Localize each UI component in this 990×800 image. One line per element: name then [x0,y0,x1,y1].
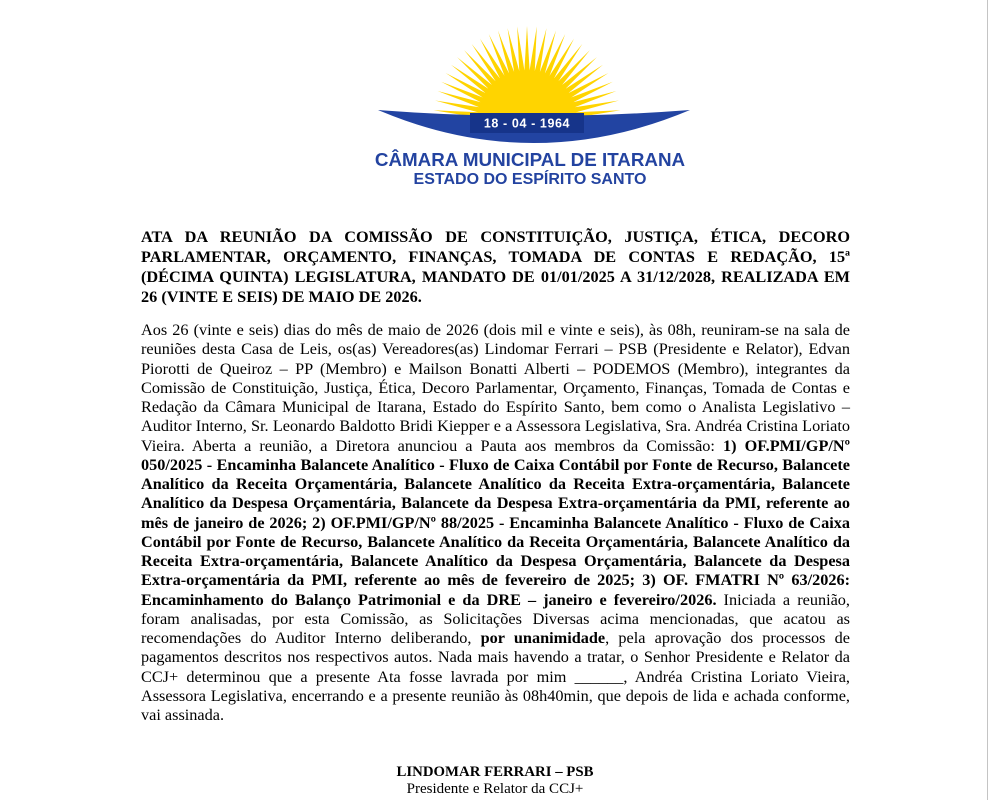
sun-ray [524,26,530,74]
signature-name: LINDOMAR FERRARI – PSB [396,764,594,780]
founding-date: 18 - 04 - 1964 [483,116,571,131]
body-deliberation: Iniciada a reunião, foram analisadas, por esta Comissão, as Solicitações Diversas acima mencionadas, que acatou as recomendações do Auditor Interno deliberando, [141,590,850,647]
body-unanimity: por unanimidade [480,629,606,647]
page-right-edge [987,0,988,800]
minutes-body [141,321,850,725]
sun-disc [477,70,577,120]
body-closing: , pela aprovação dos processos de pagamentos descritos nos respectivos autos. Nada mais havendo a tratar, o Senhor Presidente e Relator da CCJ+ determinou que a presente Ata fosse lavrada por mim ______, Andréa Cristina Loriato Vieira, Assessora Legislativa, encerrando e a presente reunião às 08h40min, que depois de lida e achada conforme, vai assinada. [141,629,850,724]
body-opening: Aos 26 (vinte e seis) dias do mês de maio de 2026 (dois mil e vinte e seis), às 08h, reuniram-se na sala de reuniões desta Casa de Leis, os(as) Vereadores(as) Lindomar Ferrari – PSB (Presidente e Relator), Edvan Piorotti de Queiroz – PP (Membro) e Mailson Bonatti Alberti – PODEMOS (Membro), integrantes da Comissão de Constituição, Justiça, Ética, Decoro Parlamentar, Orçamento, Finanças, Tomada de Contas e Redação da Câmara Municipal de Itarana, Estado do Espírito Santo, bem como o Analista Legislativo – Auditor Interno, Sr. Leonardo Baldotto Bridi Kiepper e a Assessora Legislativa, Sra. Andréa Cristina Loriato Vieira. Aberta a reunião, a Diretora anunciou a Pauta aos membros da Comissão: [141,321,850,455]
sun-ray [529,27,537,75]
chamber-name: CÂMARA MUNICIPAL DE ITARANA [374,149,686,170]
sun-ray [517,27,525,75]
body-agenda: 1) OF.PMI/GP/Nº 050/2025 - Encaminha Balancete Analítico - Fluxo de Caixa Contábil por Fonte de Recurso, Balancete Analítico da Receita Orçamentária, Balancete Analítico da Receita Extra-orçamentária, Balancete Analítico da Despesa Orçamentária, Balancete da Despesa Extra-orçamentária da PMI, referente ao mês de janeiro de 2026; 2) OF.PMI/GP/Nº 88/2025 - Encaminha Balancete Analítico - Fluxo de Caixa Contábil por Fonte de Recurso, Balancete Analítico da Receita Orçamentária, Balancete Analítico da Receita Extra-orçamentária, Balancete Analítico da Despesa Orçamentária, Balancete da Despesa Extra-orçamentária da PMI, referente ao mês de fevereiro de 2025; 3) OF. FMATRI Nº 63/2026: Encaminhamento do Balanço Patrimonial e da DRE – janeiro e fevereiro/2026. [141,436,850,609]
minutes-title: ATA DA REUNIÃO DA COMISSÃO DE CONSTITUIÇÃO, JUSTIÇA, ÉTICA, DECORO PARLAMENTAR, ORÇAMENTO, FINANÇAS, TOMADA DE CONTAS E REDAÇÃO, 15ª (DÉCIMA QUINTA) LEGISLATURA, MANDATO DE 01/01/2025 A 31/12/2028, REALIZADA EM 26 (VINTE E SEIS) DE MAIO DE 2026. [141,228,850,306]
signature-role: Presidente e Relator da CCJ+ [406,781,584,797]
chamber-state: ESTADO DO ESPÍRITO SANTO [413,171,647,188]
chamber-logo [0,0,990,150]
